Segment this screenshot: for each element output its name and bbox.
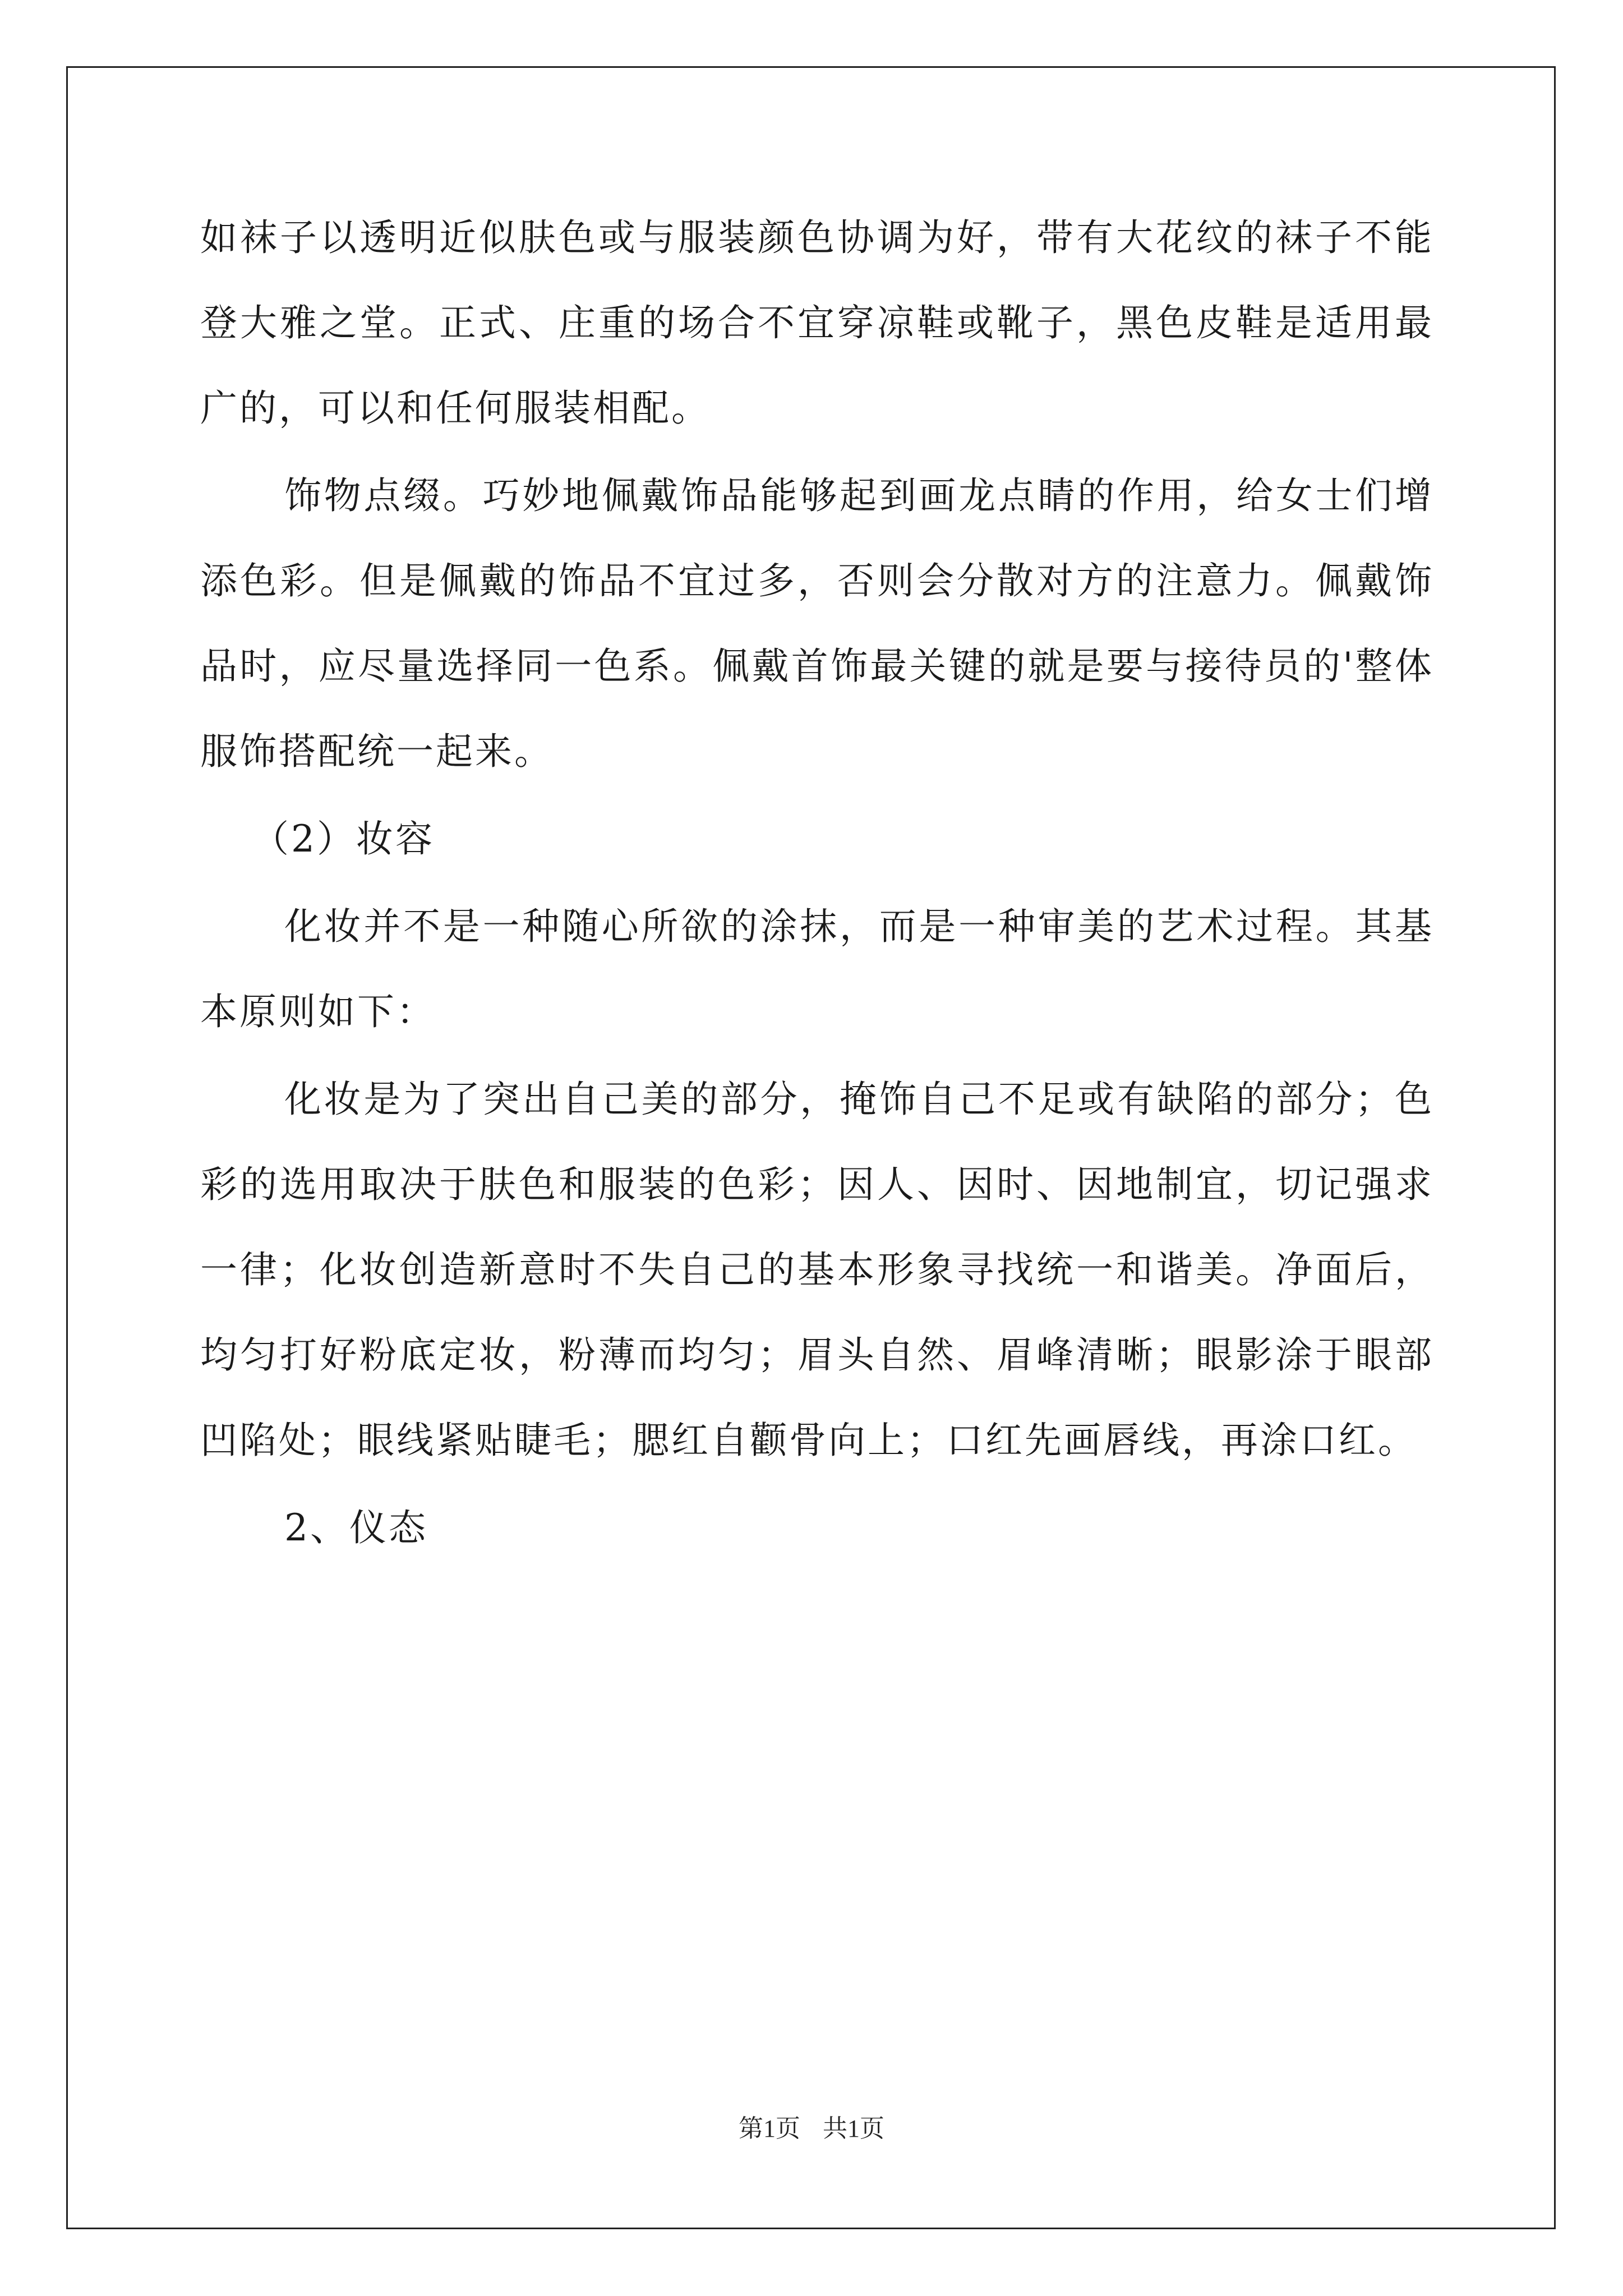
document-body: [200, 195, 1434, 1571]
page-footer: [0, 2108, 1623, 2144]
paragraph-accessories: 饰物点缀。巧妙地佩戴饰品能够起到画龙点睛的作用，给女士们增添色彩。但是佩戴的饰品不宜过多，否则会分散对方的注意力。佩戴饰品时，应尽量选择同一色系。佩戴首饰最关键的就是要与接待员的'整体服饰搭配统一起来。: [200, 474, 1434, 773]
section-heading-makeup: （2）妆容: [252, 817, 435, 861]
section-heading-posture: 2、仪态: [284, 1506, 428, 1549]
paragraph-makeup-principles: 化妆是为了突出自己美的部分，掩饰自己不足或有缺陷的部分；色彩的选用取决于肤色和服装的色彩；因人、因时、因地制宜，切记强求一律；化妆创造新意时不失自己的基本形象寻找统一和谐美。净面后，均匀打好粉底定妆，粉薄而均匀；眉头自然、眉峰清晰；眼影涂于眼部凹陷处；眼线紧贴睫毛；腮红自颧骨向上；口红先画唇线，再涂口红。: [200, 1078, 1434, 1462]
page-number-total: 共1页: [823, 2115, 884, 2142]
paragraph-socks-shoes: 如袜子以透明近似肤色或与服装颜色协调为好，带有大花纹的袜子不能登大雅之堂。正式、庄重的场合不宜穿凉鞋或靴子，黑色皮鞋是适用最广的，可以和任何服装相配。: [200, 216, 1434, 430]
page-number-current: 第1页: [739, 2115, 800, 2142]
paragraph-makeup-intro: 化妆并不是一种随心所欲的涂抹，而是一种审美的艺术过程。其基本原则如下：: [200, 905, 1434, 1033]
